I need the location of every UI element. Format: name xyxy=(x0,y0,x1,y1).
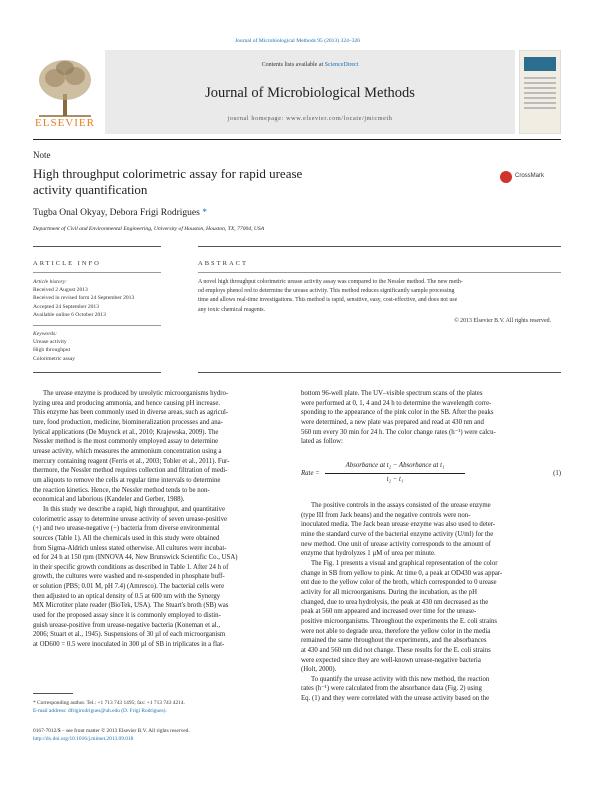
text-line: urease activity, which measures the ammonium concentration using a xyxy=(33,447,222,455)
body-left-column xyxy=(33,389,283,650)
text-line: bottom 96-well plate. The UV–visible spectrum scans of the plates xyxy=(301,390,483,397)
text-line: enzyme that hydrolyzes 1 µM of urea per minute. xyxy=(301,550,436,558)
text-line: positive microorganisms. Throughout the experiments the E. coli strains xyxy=(301,617,498,625)
keywords xyxy=(33,330,173,363)
footnote xyxy=(33,700,293,715)
copyright: © 2013 Elsevier B.V. All rights reserved. xyxy=(454,318,551,324)
text-line: mercury containing reagent (Ferris et al., 2003; Tobler et al., 2011). Fur- xyxy=(33,457,230,465)
footnote-rule xyxy=(33,693,73,694)
text-line: at OD600 = 0.5 were inoculated in 300 µl of SB in triplicates in a flat- xyxy=(33,641,225,649)
abstract-line: time and allows real-time investigations. This method is rapid, sensitive, easy, cost-effective, and does not use xyxy=(198,297,458,304)
elsevier-wordmark: ELSEVIER xyxy=(35,117,95,129)
text-line: In this study we describe a rapid, high throughput, and quantitative xyxy=(43,505,225,513)
contents-line xyxy=(105,62,515,68)
text-line: 2006; Stuart et al., 1945). Suspensions of 30 µl of each microorganism xyxy=(33,631,226,639)
text-line: ture, food production, medicine, biomineralization processes and ana- xyxy=(33,418,223,426)
history-label: Article history: xyxy=(33,279,68,285)
article-info-bottom-rule xyxy=(33,372,161,373)
body-right-column-bottom xyxy=(301,501,561,704)
text-line: sources (Table 1). All the chemicals used in this study were obtained xyxy=(33,534,220,542)
abstract-divider xyxy=(198,272,561,273)
text-line: The Fig. 1 presents a visual and graphical representation of the color xyxy=(311,559,498,567)
equation-number: (1) xyxy=(553,470,561,477)
text-line: changed, due to urea hydrolysis, the peak at 430 nm decreased as the xyxy=(301,598,489,606)
text-line: lated as follow: xyxy=(301,438,343,446)
equation-lhs: Rate = xyxy=(301,470,320,477)
crossmark-icon xyxy=(500,171,512,183)
corresponding-author: * Corresponding author. Tel.: +1 713 743 1495; fax: +1 713 743 4214. xyxy=(33,700,185,706)
text-line: mine the standard curve of the bacterial enzyme activity (U/ml) for the xyxy=(301,530,494,538)
text-line: (Holt, 2000). xyxy=(301,666,337,674)
corresponding-author-mark[interactable]: * xyxy=(202,208,207,218)
text-line: in their specific growth conditions as described in Table 1. After 24 h of xyxy=(33,563,229,571)
text-line: ed for 24 h at 150 rpm (INNOVA 44, New Brunswick Scientific Co., USA) xyxy=(33,554,238,562)
text-line: were not able to degrade urea, therefore the yellow color in the media xyxy=(301,627,491,635)
text-line: The urease enzyme is produced by ureolytic microorganisms hydro- xyxy=(43,390,229,397)
text-line: guish urease-positive from urease-negative bacteria (Koneman et al., xyxy=(33,621,221,629)
journal-homepage[interactable]: journal homepage: www.elsevier.com/locate/jmicmeth xyxy=(227,115,393,122)
text-line: the reaction kinetics. Hence, the Nessler method tends to be non- xyxy=(33,486,210,494)
text-line: from Sigma-Aldrich unless stated otherwise. All cultures were incubat- xyxy=(33,544,227,552)
text-line: This enzyme has been commonly used in diverse areas, such as agricul- xyxy=(33,409,229,417)
keyword: Urease activity xyxy=(33,339,67,346)
abstract-line: A novel high throughput colorimetric urease activity assay was compared to the Nessler method. The new meth- xyxy=(198,279,463,285)
abstract-line: od employs phenol red to determine the urease activity. This method reduces significantly sample processing xyxy=(198,288,455,295)
text-line: rates (h⁻¹) were calculated from the absorbance data (Fig. 2) using xyxy=(301,685,482,693)
text-line: Eq. (1) and they were correlated with the urease activity based on the xyxy=(301,695,490,703)
text-line: economical and laborious (Kandeler and Gerber, 1988). xyxy=(33,496,185,504)
text-line: new method. One unit of urease activity corresponds to the amount of xyxy=(301,540,491,548)
text-line: peak at 560 nm appeared and increased over time for the urease- xyxy=(301,608,477,616)
text-line: thermore, the Nessler method requires collection and filtration of medi- xyxy=(33,467,228,475)
title-line: activity quantification xyxy=(33,182,148,197)
abstract-line: any toxic chemical reagents. xyxy=(198,306,266,313)
text-line: colorimetric assay to determine urease activity of seven urease-positive xyxy=(33,515,228,523)
history-item: Received in revised form 24 September 2013 xyxy=(33,295,135,302)
elsevier-tree-logo xyxy=(33,54,97,120)
journal-cover-thumbnail xyxy=(519,50,561,134)
text-line: lyzing urea and producing ammonia, and hence causing pH increase. xyxy=(33,399,221,407)
abstract-text xyxy=(198,278,561,315)
journal-title: Journal of Microbiological Methods xyxy=(205,85,415,101)
journal-reference[interactable]: Journal of Microbiological Methods 95 (2013) 324–326 xyxy=(234,38,361,44)
article-info-divider xyxy=(33,272,161,273)
text-line: The positive controls in the assays consisted of the urease enzyme xyxy=(311,502,491,509)
article-info-rule xyxy=(33,246,161,247)
text-line: (type III from Jack beans) and the negative controls were non- xyxy=(301,511,471,519)
text-line: remained the same throughout the experiments, and the absorbances xyxy=(301,637,487,645)
text-line: used for the proposed assay since it is commonly employed to distin- xyxy=(33,612,221,620)
text-line: 560 nm every 30 min for 24 h. The color change rates (h⁻¹) were calcu- xyxy=(301,428,496,436)
contents-prefix: Contents lists available at xyxy=(261,62,325,68)
article-title xyxy=(33,166,453,198)
doi-link[interactable]: http://dx.doi.org/10.1016/j.mimet.2013.09.018 xyxy=(33,735,134,742)
text-line: (+) and two urease-negative (−) bacteria from diverse environmental xyxy=(33,525,220,533)
keywords-divider xyxy=(33,325,161,326)
text-line: were determined, a new plate was prepared and read at 430 nm and xyxy=(301,418,484,426)
keywords-label: Keywords: xyxy=(33,331,58,337)
article-info-heading: ARTICLE INFO xyxy=(33,260,101,267)
article-history xyxy=(33,278,173,319)
text-line: change in SB from yellow to pink. At time 0, a peak at OD430 was appar- xyxy=(301,569,503,577)
authors xyxy=(33,208,207,218)
text-line: sponding to the appearance of the pink color in the SB. After the peaks xyxy=(301,409,494,417)
equation-numerator: Absorbance at t₂ − Absorbance at t₁ xyxy=(345,462,445,469)
text-line: ent due to the yellow color of the broth, which corresponded to 0 urease xyxy=(301,579,497,587)
author-email[interactable]: E-mail address: dfrigirodrigues@uh.edu (D. Frigi Rodrigues). xyxy=(33,707,167,714)
front-matter xyxy=(33,728,293,743)
body-right-column-top xyxy=(301,389,561,447)
abstract-rule xyxy=(198,246,561,247)
text-line: MX Microtiter plate reader (BioTek, USA). The Stuart's broth (SB) was xyxy=(33,602,229,610)
text-line: inoculated media. The Jack bean urease enzyme was also used to deter- xyxy=(301,521,496,529)
text-line: were expected since they are well-known urease-negative bacteria xyxy=(301,656,481,664)
text-line: um aliquots to remove the cells at regular time intervals to determine xyxy=(33,476,221,484)
keyword: High throughput xyxy=(33,347,71,354)
crossmark-label: CrossMark xyxy=(515,173,545,179)
text-line: To quantify the urease activity with this new method, the reaction xyxy=(311,675,490,683)
abstract-bottom-rule xyxy=(198,372,561,373)
text-line: lytical applications (De Muynck et al., 2010; Krajewska, 2009). The xyxy=(33,428,219,436)
history-item: Received 2 August 2013 xyxy=(33,287,88,294)
title-line: High throughput colorimetric assay for rapid urease xyxy=(33,166,303,181)
text-line: activity for all microorganisms. During the incubation, as the pH xyxy=(301,588,477,596)
text-line: Nessler method is the most commonly employed assay to determine xyxy=(33,438,219,446)
masthead-rule xyxy=(33,139,561,140)
author-names: Tugba Onal Okyay, Debora Frigi Rodrigues xyxy=(33,208,200,218)
affiliation: Department of Civil and Environmental Engineering, University of Houston, Houston, TX, 77004, USA xyxy=(33,226,265,232)
issn-line: 0167-7012/$ – see front matter © 2013 Elsevier B.V. All rights reserved. xyxy=(33,728,190,734)
text-line: were performed at 0, 1, 4 and 24 h to determine the wavelength corre- xyxy=(301,399,492,407)
keyword: Colorimetric assay xyxy=(33,355,76,362)
crossmark-badge[interactable] xyxy=(500,170,562,186)
text-line: then adjusted to an optical density of 0.5 at 600 nm with the Synergy xyxy=(33,592,221,600)
text-line: growth, the cultures were washed and re-suspended in phosphate buff- xyxy=(33,573,225,581)
abstract-heading: ABSTRACT xyxy=(198,260,248,267)
article-type: Note xyxy=(33,150,51,160)
sciencedirect-link[interactable]: ScienceDirect xyxy=(324,62,359,68)
history-item: Accepted 24 September 2013 xyxy=(33,303,100,310)
history-item: Available online 6 October 2013 xyxy=(33,311,106,318)
equation-denominator: t₂ − t₁ xyxy=(386,476,404,483)
text-line: at 430 and 560 nm did not change. These results for the E. coli strains xyxy=(301,646,491,654)
fraction-bar xyxy=(325,473,465,474)
text-line: er solution (PBS; 0.01 M, pH 7.4) (Amresco). The bacterial cells were xyxy=(33,583,225,591)
